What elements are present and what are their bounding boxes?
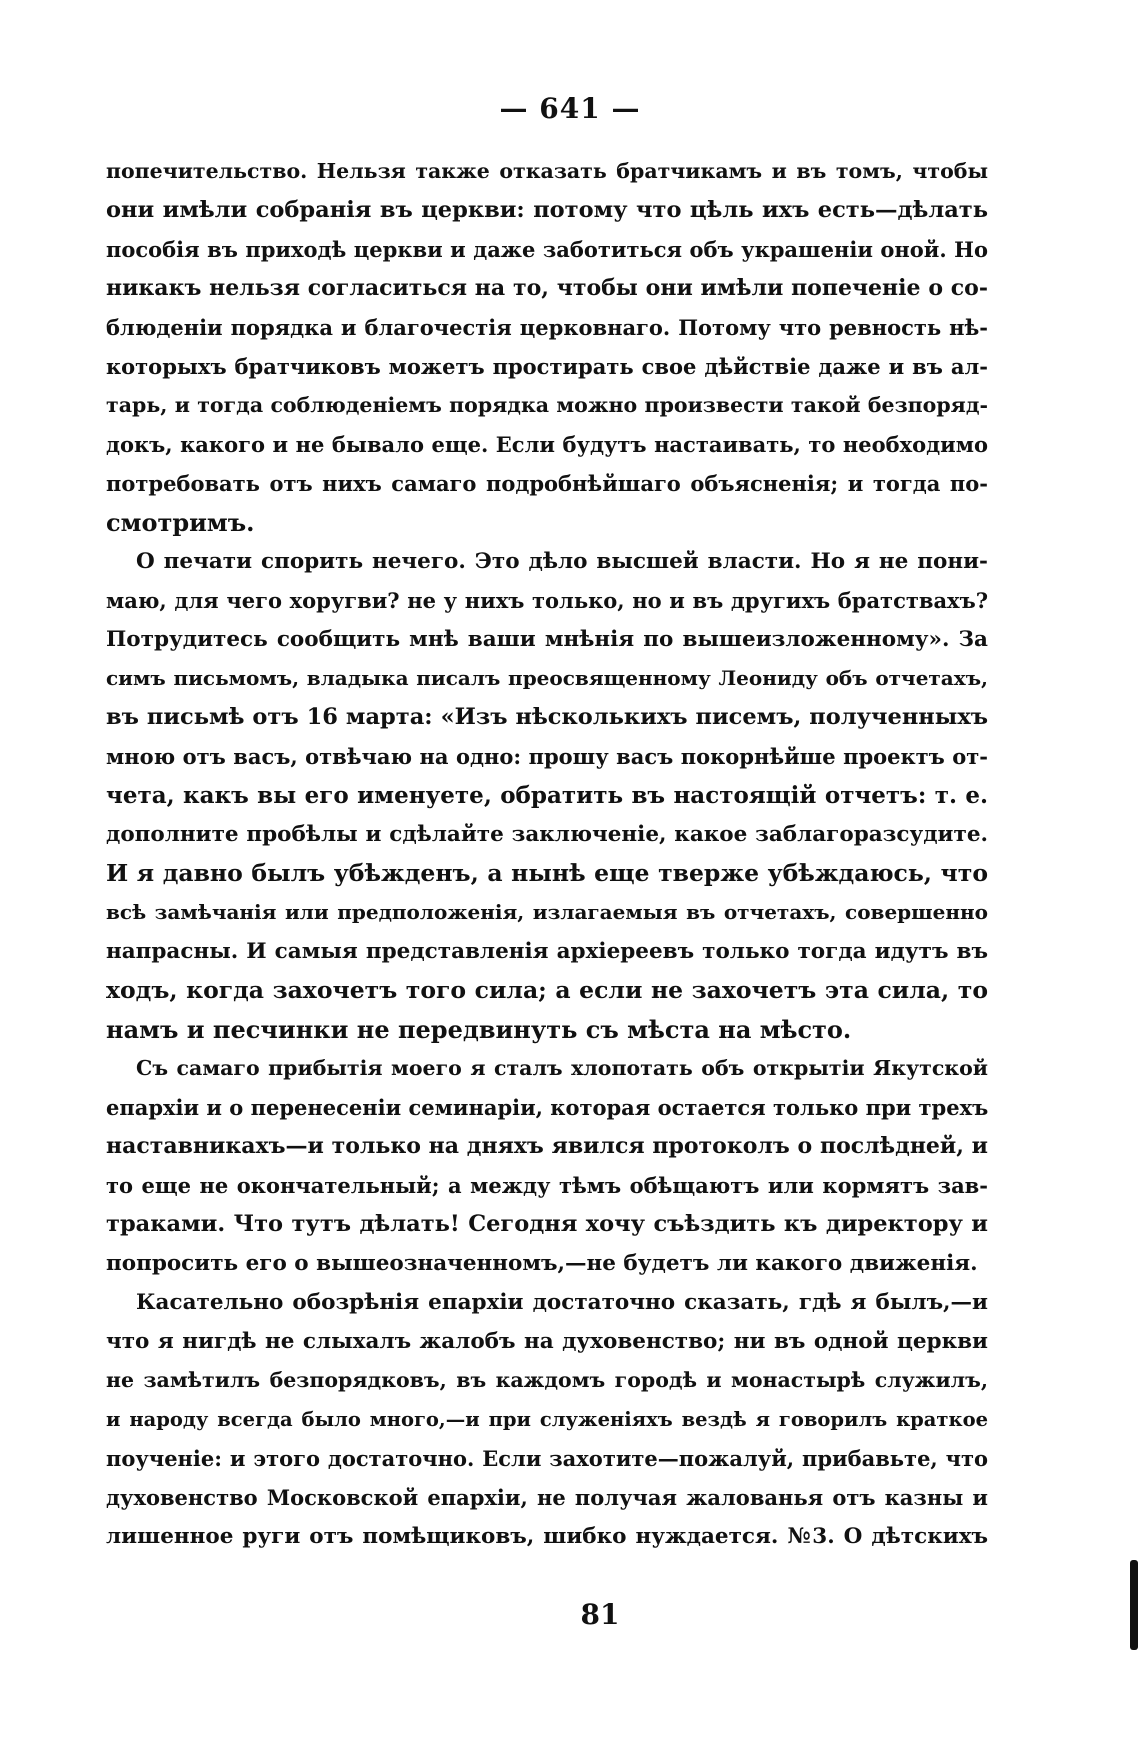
signature-mark: 81	[580, 1598, 620, 1631]
text-line: блюденіи порядка и благочестія церковнаго. Потому что ревность нѣ-	[106, 315, 988, 340]
text-line: Касательно обозрѣнія епархіи достаточно сказать, гдѣ я былъ,—и	[136, 1290, 988, 1315]
text-line: тарь, и тогда соблюденіемъ порядка можно произвести такой безпоряд-	[106, 393, 988, 417]
text-line: не замѣтилъ безпорядковъ, въ каждомъ городѣ и монастырѣ служилъ,	[106, 1368, 988, 1392]
text-line: И я давно былъ убѣжденъ, а нынѣ еще тверже убѣждаюсь, что	[106, 859, 988, 887]
text-line: Съ самаго прибытія моего я сталъ хлопотать объ открытіи Якутской	[136, 1056, 988, 1080]
text-line: мною отъ васъ, отвѣчаю на одно: прошу васъ покорнѣйше проектъ от-	[106, 744, 988, 769]
text-line: О печати спорить нечего. Это дѣло высшей власти. Но я не пони-	[136, 549, 988, 574]
text-line: симъ письмомъ, владыка писалъ преосвященному Леониду объ отчетахъ,	[106, 666, 988, 690]
text-line: попросить его о вышеозначенномъ,—не будетъ ли какого движенія.	[106, 1251, 978, 1276]
text-line: что я нигдѣ не слыхалъ жалобъ на духовенство; ни въ одной церкви	[106, 1329, 988, 1354]
text-line: которыхъ братчиковъ можетъ простирать свое дѣйствіе даже и въ ал-	[106, 354, 988, 379]
text-line: епархіи и о перенесеніи семинаріи, которая остается только при трехъ	[106, 1095, 988, 1120]
text-line: всѣ замѣчанія или предположенія, излагаемыя въ отчетахъ, совершенно	[106, 900, 988, 924]
text-line: поученіе: и этого достаточно. Если захотите—пожалуй, прибавьте, что	[106, 1446, 988, 1471]
text-line: то еще не окончательный; а между тѣмъ обѣщаютъ или кормятъ зав-	[106, 1173, 988, 1198]
text-line: напрасны. И самыя представленія архіереевъ только тогда идутъ въ	[106, 939, 988, 964]
text-line: ходъ, когда захочетъ того сила; а если не захочетъ эта сила, то	[106, 976, 988, 1004]
text-line: траками. Что тутъ дѣлать! Сегодня хочу съѣздить къ директору и	[106, 1211, 988, 1237]
text-line: лишенное руги отъ помѣщиковъ, шибко нуждается. №3. О дѣтскихъ	[106, 1524, 988, 1549]
text-line: маю, для чего хоругви? не у нихъ только, но и въ другихъ братствахъ?	[106, 588, 988, 613]
text-line: смотримъ.	[106, 508, 255, 537]
text-line: никакъ нельзя согласиться на то, чтобы они имѣли попеченіе о со-	[106, 275, 988, 301]
text-line: Потрудитесь сообщить мнѣ ваши мнѣнія по вышеизложенному». За	[106, 627, 988, 652]
text-line: и народу всегда было много,—и при служеніяхъ вездѣ я говорилъ краткое	[106, 1408, 988, 1431]
text-line: намъ и песчинки не передвинуть съ мѣста на мѣсто.	[106, 1015, 852, 1044]
text-line: духовенство Московской епархіи, не получая жалованья отъ казны и	[106, 1485, 988, 1510]
body-text	[106, 152, 988, 1556]
text-line: попечительство. Нельзя также отказать братчикамъ и въ томъ, чтобы	[106, 159, 988, 183]
page-number: — 641 —	[499, 92, 641, 125]
text-line: наставникахъ—и только на дняхъ явился протоколъ о послѣдней, и	[106, 1133, 988, 1159]
text-line: потребовать отъ нихъ самаго подробнѣйшаго объясненія; и тогда по-	[106, 471, 988, 496]
text-line: докъ, какого и не бывало еще. Если будутъ настаивать, то необходимо	[106, 432, 988, 457]
text-line: пособія въ приходѣ церкви и даже заботиться объ украшеніи оной. Но	[106, 237, 988, 262]
text-line: они имѣли собранія въ церкви: потому что цѣль ихъ есть—дѣлать	[106, 197, 988, 223]
text-line: въ письмѣ отъ 16 марта: «Изъ нѣсколькихъ писемъ, полученныхъ	[106, 704, 988, 730]
text-line: дополните пробѣлы и сдѣлайте заключеніе, какое заблагоразсудите.	[106, 822, 988, 847]
scan-edge-mark	[1130, 1560, 1138, 1650]
text-line: чета, какъ вы его именуете, обратить въ настоящій отчетъ: т. е.	[106, 782, 988, 809]
